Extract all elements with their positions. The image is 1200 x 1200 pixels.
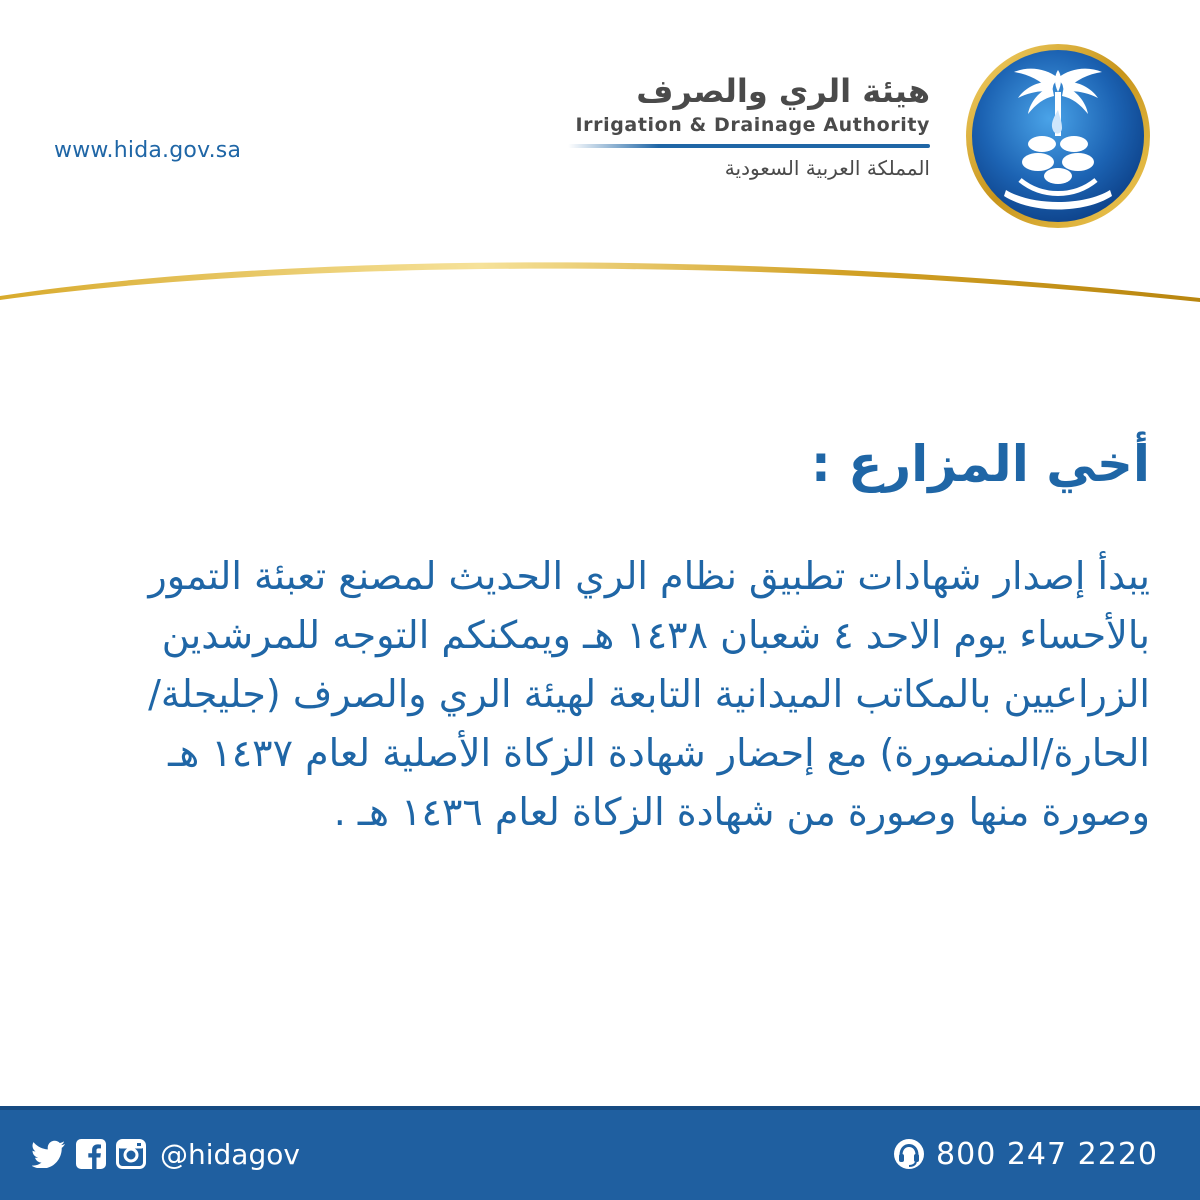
social-links [32,1134,300,1174]
brand-block [540,72,930,180]
phone-headset-icon [892,1137,926,1171]
facebook-icon[interactable] [76,1139,106,1169]
instagram-icon[interactable] [116,1139,146,1169]
hida-palm-logo-icon [962,40,1154,232]
announcement-content [50,425,1150,842]
footer-bar [0,1106,1200,1200]
phone-contact [892,1134,1158,1174]
brand-divider [568,144,930,148]
website-link[interactable]: www.hida.gov.sa [54,138,242,163]
org-name-arabic: هيئة الري والصرف [636,72,930,110]
gold-curve-divider [0,250,1200,320]
phone-number[interactable]: 800 247 2220 [936,1136,1158,1172]
country-name: المملكة العربية السعودية [724,156,930,180]
org-name-english: Irrigation & Drainage Authority [575,114,930,136]
twitter-icon[interactable] [32,1140,66,1168]
social-handle[interactable]: @hidagov [160,1137,300,1171]
announcement-heading: أخي المزارع : [810,435,1150,493]
announcement-paragraph: يبدأ إصدار شهادات تطبيق نظام الري الحديث لمصنع تعبئة التمور بالأحساء يوم الاحد ٤ شعبان ١٤٣٨ هـ ويمكنكم التوجه للمرشدين الزراعيين بالمكاتب الميدانية التابعة لهيئة الري والصرف (جليجلة/الحارة/المنصورة) مع إحضار شهادة الزكاة الأصلية لعام ١٤٣٧ هـ وصورة منها وصورة من شهادة الزكاة لعام ١٤٣٦ هـ . [148,554,1150,834]
